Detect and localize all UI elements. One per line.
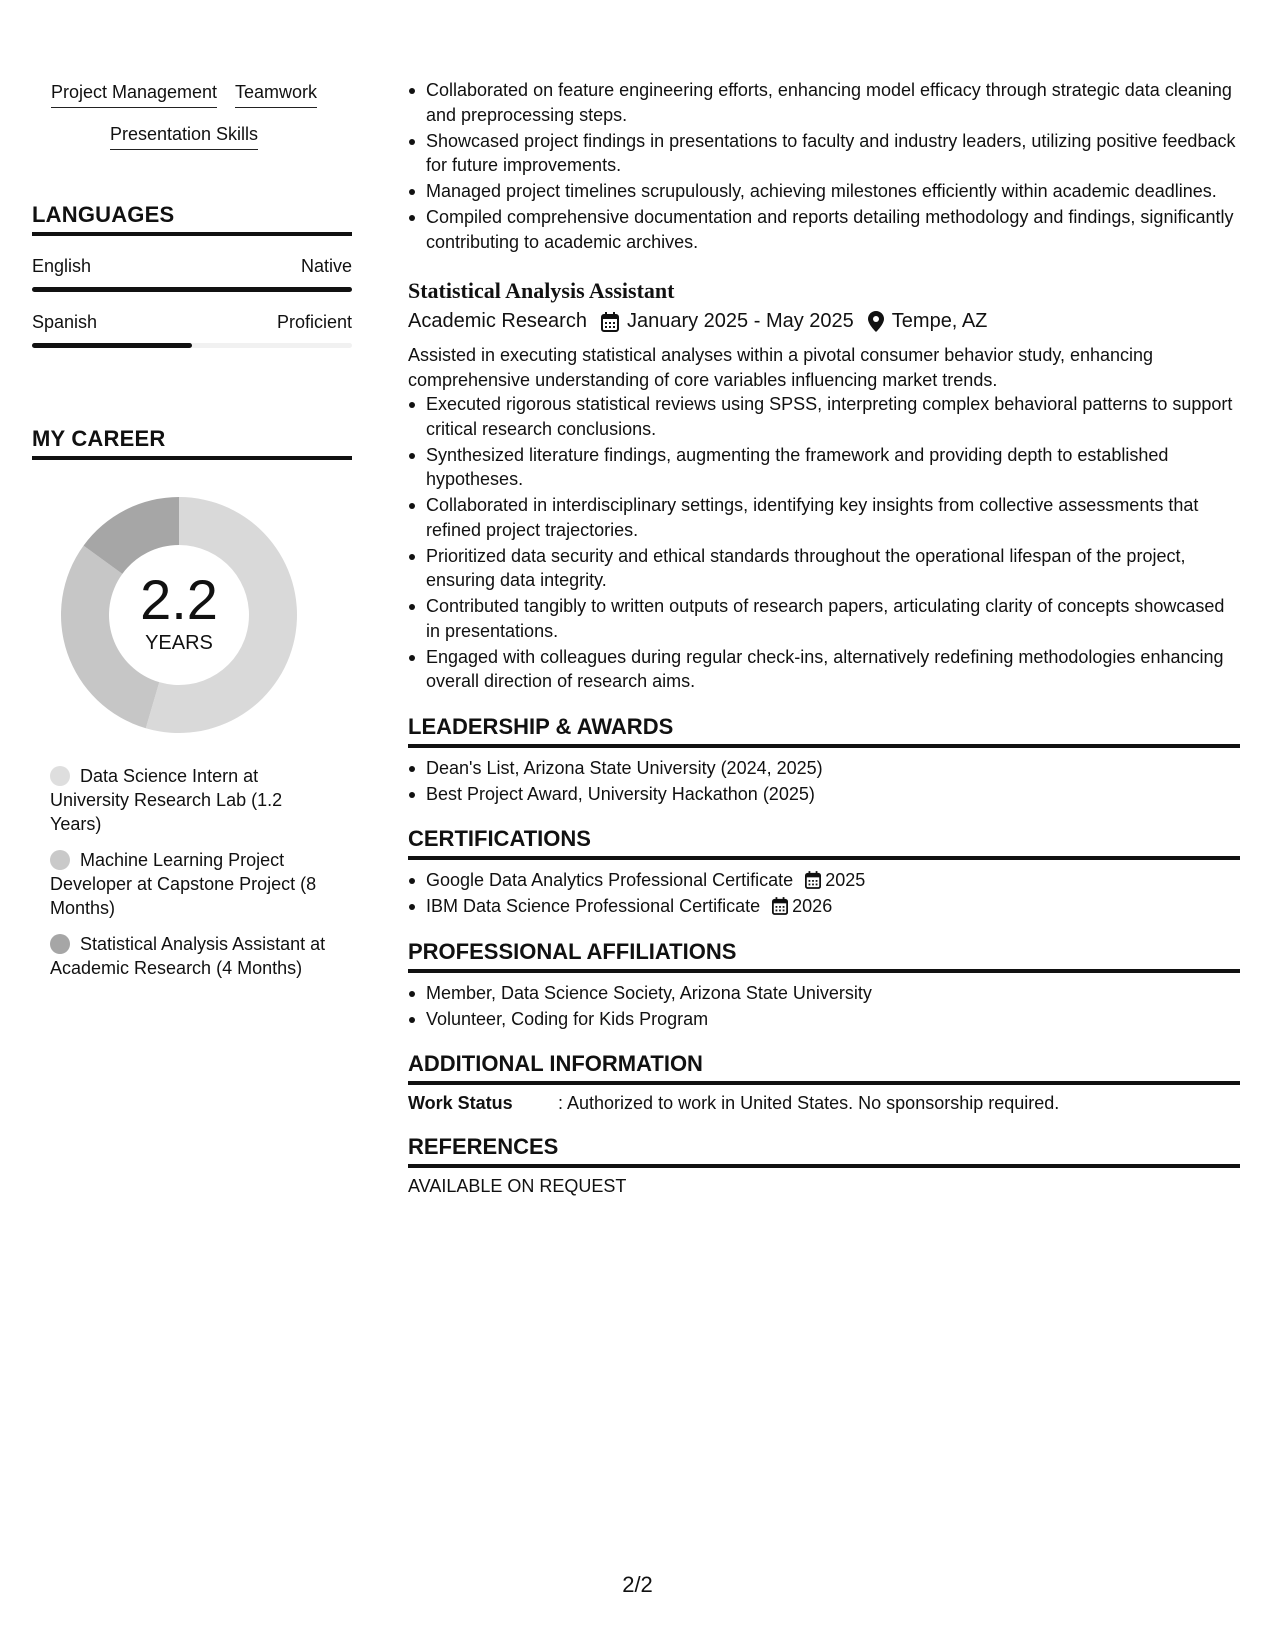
donut-center [54, 490, 304, 740]
language-name: English [32, 256, 92, 276]
certification-year: 2026 [792, 896, 833, 916]
leadership-section [408, 714, 1240, 807]
job-title: Statistical Analysis Assistant [408, 278, 675, 303]
additional-info-heading: ADDITIONAL INFORMATION [408, 1051, 1240, 1085]
language-proficiency-fill [32, 343, 192, 348]
career-legend [32, 764, 335, 980]
location-pin-icon [868, 311, 884, 332]
bullet-item: Prioritized data security and ethical standards throughout the operational lifespan of the project, ensuring data integrity. [426, 544, 1240, 593]
bullet-item: Collaborated on feature engineering efforts, enhancing model efficacy through strategic data cleaning and preprocessing steps. [426, 78, 1240, 127]
references-section [408, 1134, 1240, 1197]
calendar-icon [601, 312, 619, 332]
skill-tag: Project Management [51, 80, 217, 108]
language-entry [32, 312, 352, 348]
calendar-icon [805, 871, 821, 889]
career-section [32, 426, 352, 980]
language-name: Spanish [32, 312, 98, 332]
language-proficiency-fill [32, 287, 352, 292]
career-legend-item [50, 932, 335, 980]
bullet-item: Compiled comprehensive documentation and reports detailing methodology and findings, significantly contributing to academic archives. [426, 205, 1240, 254]
legend-dot-icon [50, 934, 70, 954]
bullet-item: Executed rigorous statistical reviews using SPSS, interpreting complex behavioral patterns to support critical research conclusions. [426, 392, 1240, 441]
skills-list [34, 80, 334, 150]
references-text: AVAILABLE ON REQUEST [408, 1176, 627, 1196]
affiliation-item: Volunteer, Coding for Kids Program [426, 1007, 1240, 1032]
certification-item [426, 894, 1240, 919]
certification-item [426, 868, 1240, 893]
additional-info-section [408, 1051, 1240, 1114]
page-number: 2/2 [622, 1572, 653, 1597]
skill-tag: Presentation Skills [110, 122, 258, 150]
certification-name: Google Data Analytics Professional Certificate [426, 870, 794, 890]
career-legend-item [50, 764, 335, 836]
bullet-item: Synthesized literature findings, augmenting the framework and providing depth to established hypotheses. [426, 443, 1240, 492]
legend-dot-icon [50, 766, 70, 786]
main-content [408, 78, 1240, 1197]
job-entry [408, 278, 1240, 694]
language-level: Native [300, 256, 352, 276]
references-heading: REFERENCES [408, 1134, 1240, 1168]
affiliations-section [408, 939, 1240, 1032]
bullet-item: Contributed tangibly to written outputs of research papers, articulating clarity of concepts showcased in presentations. [426, 594, 1240, 643]
legend-text: Statistical Analysis Assistant at Academic Research (4 Months) [50, 934, 326, 978]
previous-job-bullets [408, 78, 1240, 254]
job-bullets [408, 392, 1240, 694]
work-status-label: Work Status [408, 1093, 513, 1113]
affiliations-heading: PROFESSIONAL AFFILIATIONS [408, 939, 1240, 973]
career-legend-item [50, 848, 335, 920]
legend-text: Machine Learning Project Developer at Capstone Project (8 Months) [50, 850, 317, 918]
affiliation-item: Member, Data Science Society, Arizona State University [426, 981, 1240, 1006]
skill-tag: Teamwork [235, 80, 317, 108]
work-status-value: : Authorized to work in United States. No sponsorship required. [558, 1093, 1060, 1113]
language-entry [32, 256, 352, 292]
certification-year: 2025 [825, 870, 866, 890]
calendar-icon [772, 897, 788, 915]
bullet-item: Showcased project findings in presentations to faculty and industry leaders, utilizing positive feedback for future improvements. [426, 129, 1240, 178]
language-proficiency-bar [32, 287, 352, 292]
bullet-item: Engaged with colleagues during regular check-ins, alternatively redefining methodologies enhancing overall direction of research aims. [426, 645, 1240, 694]
language-proficiency-bar [32, 343, 352, 348]
job-company: Academic Research [408, 310, 587, 332]
language-level: Proficient [276, 312, 352, 332]
certifications-section [408, 826, 1240, 919]
job-summary: Assisted in executing statistical analyses within a pivotal consumer behavior study, enhancing comprehensive understanding of core variables influencing market trends. [408, 345, 1154, 390]
career-total-years: 2.2 [140, 567, 218, 631]
sidebar [32, 80, 352, 992]
certifications-heading: CERTIFICATIONS [408, 826, 1240, 860]
career-total-unit: YEARS [145, 631, 213, 654]
leadership-heading: LEADERSHIP & AWARDS [408, 714, 1240, 748]
legend-text: Data Science Intern at University Research Lab (1.2 Years) [50, 766, 283, 834]
languages-heading: LANGUAGES [32, 202, 352, 236]
bullet-item: Managed project timelines scrupulously, achieving milestones efficiently within academic deadlines. [426, 179, 1240, 204]
career-donut-chart [54, 490, 304, 740]
award-item: Dean's List, Arizona State University (2024, 2025) [426, 756, 1240, 781]
languages-section [32, 202, 352, 348]
job-meta [408, 310, 1240, 333]
bullet-item: Collaborated in interdisciplinary settings, identifying key insights from collective assessments that refined project trajectories. [426, 493, 1240, 542]
legend-dot-icon [50, 850, 70, 870]
job-dates: January 2025 - May 2025 [626, 310, 854, 332]
job-location: Tempe, AZ [891, 310, 988, 332]
certification-name: IBM Data Science Professional Certificate [426, 896, 761, 916]
award-item: Best Project Award, University Hackathon (2025) [426, 782, 1240, 807]
work-status-row [408, 1093, 1240, 1114]
career-heading: MY CAREER [32, 426, 352, 460]
